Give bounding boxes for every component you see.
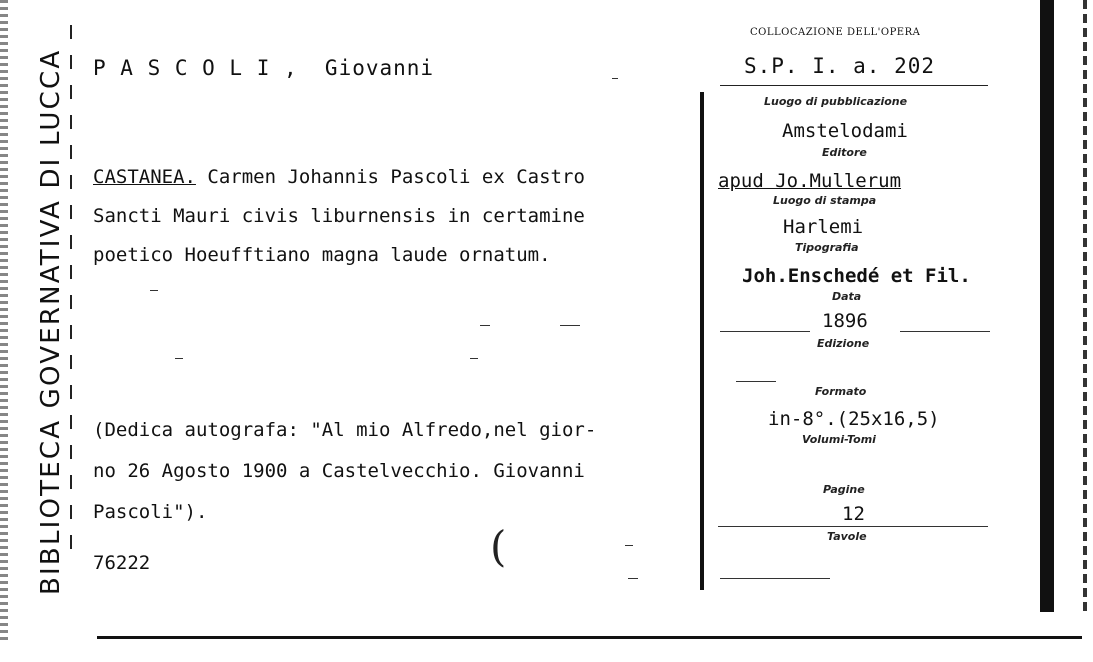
pencil-mark: ( — [490, 522, 507, 571]
title-line-3: poetico Hoeufftiano magna laude ornatum. — [93, 244, 551, 266]
label-place-of-printing: Luogo di stampa — [773, 194, 877, 207]
dash-mark — [625, 545, 633, 546]
dash-mark — [720, 578, 830, 579]
label-format: Formato — [815, 385, 867, 398]
dash-mark — [628, 578, 638, 579]
label-place-of-publication: Luogo di pubblicazione — [764, 95, 908, 108]
dedication-line-1: (Dedica autografa: "Al mio Alfredo,nel gior- — [93, 419, 597, 441]
label-pages: Pagine — [823, 483, 865, 496]
label-plates: Tavole — [827, 530, 867, 543]
dash-mark — [150, 290, 158, 291]
label-edition: Edizione — [817, 337, 870, 350]
dash-mark — [900, 331, 990, 332]
title-line-2: Sancti Mauri civis liburnensis in certamine — [93, 205, 585, 227]
dash-mark — [736, 381, 776, 382]
dedication-block — [93, 410, 596, 533]
title-line-1-rest: Carmen Johannis Pascoli ex Castro — [195, 166, 585, 188]
card-far-right-edge — [1083, 0, 1087, 612]
shelfmark: S.P. I. a. 202 — [744, 54, 936, 78]
value-printer: Joh.Enschedé et Fil. — [742, 265, 971, 287]
dash-mark — [560, 325, 580, 326]
value-place-of-printing: Harlemi — [783, 216, 864, 238]
library-name: BIBLIOTECA GOVERNATIVA DI LUCCA — [36, 48, 66, 595]
label-volumes: Volumi-Tomi — [802, 433, 876, 446]
inventory-number: 76222 — [93, 552, 151, 574]
panel-vertical-rule — [700, 92, 704, 590]
label-date: Data — [832, 290, 862, 303]
value-date: 1896 — [822, 310, 868, 332]
value-publisher: apud Jo.Mullerum — [718, 170, 902, 192]
dash-mark — [612, 78, 618, 79]
card-right-edge — [1040, 0, 1054, 612]
dedication-line-2: no 26 Agosto 1900 a Castelvecchio. Giovanni — [93, 460, 585, 482]
shelfmark-underline — [720, 85, 988, 86]
card-left-edge — [0, 0, 8, 640]
dash-mark — [720, 331, 810, 332]
value-format: in-8°.(25x16,5) — [768, 408, 940, 430]
left-dashed-rule — [70, 25, 72, 565]
title-block — [93, 158, 585, 275]
dash-mark — [175, 358, 183, 359]
label-printer: Tipografia — [795, 241, 859, 254]
collocation-heading: COLLOCAZIONE DELL'OPERA — [750, 27, 921, 38]
dash-mark — [470, 358, 478, 359]
library-sidebar — [14, 0, 66, 620]
author-heading: P A S C O L I , Giovanni — [93, 56, 435, 80]
value-pages: 12 — [842, 503, 865, 525]
label-publisher: Editore — [822, 146, 867, 159]
dash-mark — [718, 526, 988, 527]
dedication-line-3: Pascoli"). — [93, 501, 208, 523]
bottom-rule — [97, 636, 1082, 639]
title-word: CASTANEA. — [93, 166, 196, 188]
dash-mark — [480, 325, 490, 326]
value-place-of-publication: Amstelodami — [782, 120, 908, 142]
